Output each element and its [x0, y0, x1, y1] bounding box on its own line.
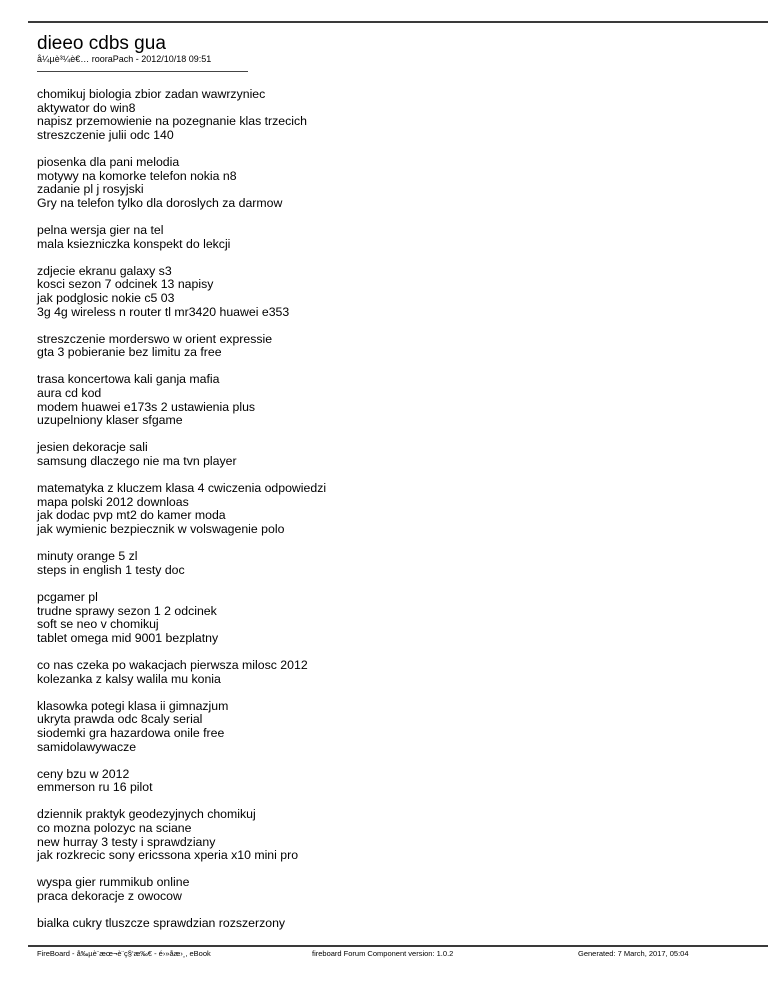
text-line: new hurray 3 testy i sprawdziany	[37, 834, 216, 849]
paragraph	[37, 265, 737, 319]
paragraph	[37, 333, 737, 360]
text-line: praca dekoracje z owocow	[37, 889, 182, 904]
text-line: gta 3 pobieranie bez limitu za free	[37, 345, 222, 360]
text-line: kolezanka z kalsy walila mu konia	[37, 671, 221, 686]
text-line: ceny bzu w 2012	[37, 766, 130, 781]
text-line: mapa polski 2012 downloas	[37, 494, 189, 509]
paragraph	[37, 88, 737, 142]
text-line: zadanie pl j rosyjski	[37, 182, 144, 197]
paragraph	[37, 482, 737, 536]
text-line: co mozna polozyc na sciane	[37, 821, 192, 836]
text-line: aktywator do win8	[37, 100, 136, 115]
paragraph	[37, 224, 737, 251]
paragraph	[37, 156, 737, 210]
text-line: motywy na komorke telefon nokia n8	[37, 168, 237, 183]
footer-generated: Generated: 7 March, 2017, 05:04	[578, 949, 689, 958]
post-meta: å¼µè³¼è€… rooraPach - 2012/10/18 09:51	[37, 54, 212, 64]
text-line: co nas czeka po wakacjach pierwsza milosc 2012	[37, 657, 308, 672]
text-line: pelna wersja gier na tel	[37, 222, 164, 237]
text-line: wyspa gier rummikub online	[37, 875, 190, 890]
text-line: jak podglosic nokie c5 03	[37, 290, 175, 305]
paragraph	[37, 659, 737, 686]
text-line: soft se neo v chomikuj	[37, 617, 159, 632]
meta-divider	[37, 71, 248, 72]
text-line: mala ksiezniczka konspekt do lekcji	[37, 236, 231, 251]
text-line: streszczenie morderswo w orient expressie	[37, 331, 273, 346]
post-title: dieeo cdbs gua	[37, 33, 166, 54]
paragraph	[37, 373, 737, 427]
paragraph	[37, 768, 737, 795]
text-line: zdjecie ekranu galaxy s3	[37, 263, 172, 278]
paragraph	[37, 876, 737, 903]
text-line: klasowka potegi klasa ii gimnazjum	[37, 698, 229, 713]
text-line: pcgamer pl	[37, 589, 98, 604]
text-line: bialka cukry tluszcze sprawdzian rozszerzony	[37, 916, 286, 931]
text-line: jak dodac pvp mt2 do kamer moda	[37, 508, 226, 523]
text-line: Gry na telefon tylko dla doroslych za darmow	[37, 195, 283, 210]
text-line: chomikuj biologia zbior zadan wawrzyniec	[37, 87, 266, 101]
paragraph	[37, 700, 737, 754]
text-line: uzupelniony klaser sfgame	[37, 413, 183, 428]
text-line: kosci sezon 7 odcinek 13 napisy	[37, 277, 214, 292]
text-line: trasa koncertowa kali ganja mafia	[37, 372, 220, 387]
text-line: ukryta prawda odc 8caly serial	[37, 712, 203, 727]
text-line: streszczenie julii odc 140	[37, 127, 174, 142]
text-line: jesien dekoracje sali	[37, 440, 148, 455]
paragraph	[37, 550, 737, 577]
text-line: piosenka dla pani melodia	[37, 154, 180, 169]
footer-site: FireBoard - å‰µè¨æœ¬è¨ç§‘æ‰€ - é›»åæ›¸, eBook	[37, 949, 211, 958]
text-line: modem huawei e173s 2 ustawienia plus	[37, 399, 256, 414]
text-line: aura cd kod	[37, 386, 102, 401]
text-line: 3g 4g wireless n router tl mr3420 huawei e353	[37, 304, 290, 319]
top-rule	[28, 21, 768, 23]
paragraph	[37, 808, 737, 862]
text-line: napisz przemowienie na pozegnanie klas trzecich	[37, 114, 307, 129]
text-line: matematyka z kluczem klasa 4 cwiczenia odpowiedzi	[37, 481, 327, 496]
text-line: dziennik praktyk geodezyjnych chomikuj	[37, 807, 256, 822]
paragraph	[37, 591, 737, 645]
text-line: jak rozkrecic sony ericssona xperia x10 mini pro	[37, 848, 299, 863]
text-line: jak wymienic bezpiecznik w volswagenie polo	[37, 522, 285, 536]
text-line: trudne sprawy sezon 1 2 odcinek	[37, 603, 217, 618]
text-line: samsung dlaczego nie ma tvn player	[37, 454, 237, 469]
footer-version: fireboard Forum Component version: 1.0.2	[312, 949, 454, 958]
text-line: minuty orange 5 zl	[37, 549, 138, 564]
footer-rule	[28, 945, 768, 947]
paragraph	[37, 441, 737, 468]
post-body	[37, 88, 737, 944]
text-line: tablet omega mid 9001 bezplatny	[37, 630, 219, 645]
text-line: emmerson ru 16 pilot	[37, 780, 153, 795]
text-line: steps in english 1 testy doc	[37, 562, 185, 577]
paragraph	[37, 917, 737, 931]
text-line: siodemki gra hazardowa onile free	[37, 725, 225, 740]
text-line: samidolawywacze	[37, 739, 137, 754]
